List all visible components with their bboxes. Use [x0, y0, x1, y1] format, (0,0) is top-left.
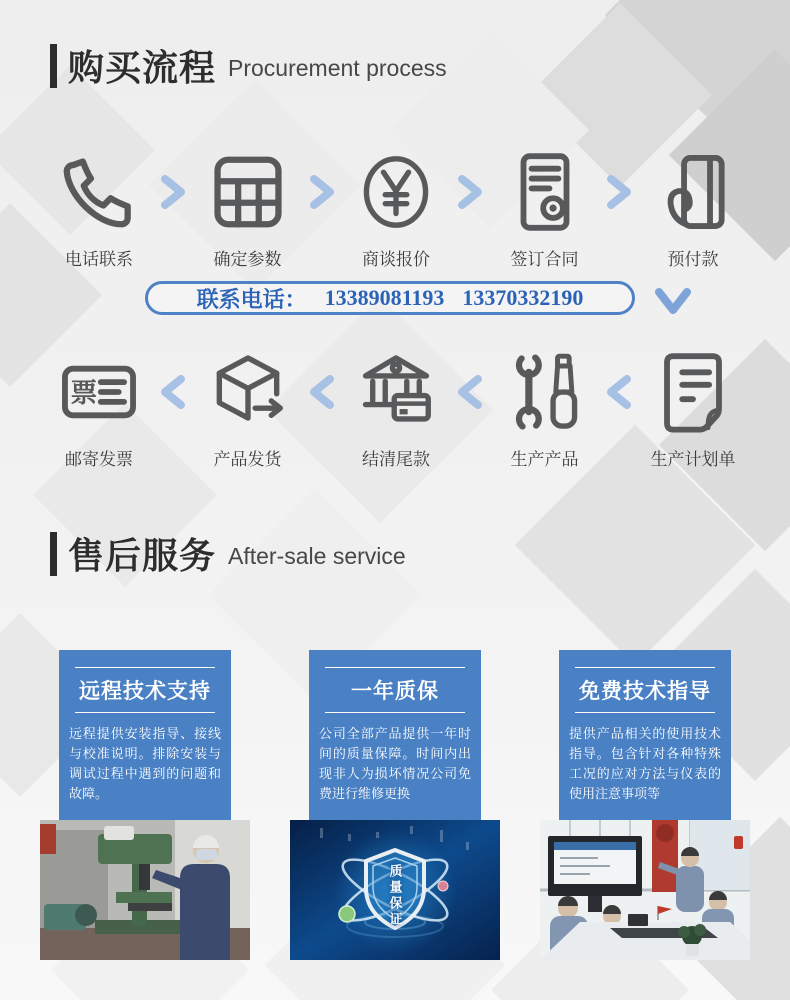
parameters-grid-icon: [205, 146, 291, 238]
invoice-icon: [56, 346, 142, 438]
contract-seal-icon: [502, 146, 588, 238]
process-row-1: [40, 146, 752, 270]
contact-phone-banner: [145, 281, 635, 315]
card-rule: [575, 712, 715, 713]
header-accent-bar: [50, 532, 57, 576]
step-advance-payment: [634, 146, 752, 270]
chevron-left-icon: [455, 346, 486, 438]
quality-shield-photo: [290, 820, 500, 960]
contact-phone-1: 13389081193: [324, 285, 445, 310]
yen-quote-icon: [353, 146, 439, 238]
step-label: 产品发货: [213, 450, 282, 469]
step-mail-invoice: [40, 346, 158, 470]
service-card: [309, 650, 481, 820]
chevron-down-icon: [654, 287, 692, 322]
service-card: [559, 650, 731, 820]
header-accent-bar: [50, 44, 57, 88]
step-label: 确定参数: [213, 250, 282, 269]
card-rule: [75, 712, 215, 713]
step-label: 电话联系: [65, 250, 133, 269]
chevron-left-icon: [158, 346, 189, 438]
step-label: 签订合同: [510, 250, 579, 269]
card-rule: [325, 712, 465, 713]
shield-text: 质量保证: [387, 864, 403, 928]
svg-text:票: 票: [70, 377, 98, 409]
procurement-title-cn: 购买流程: [68, 47, 217, 89]
card-title: 远程技术支持: [79, 678, 211, 703]
step-discuss-quotation: [337, 146, 455, 270]
procurement-header: [50, 40, 447, 91]
team-meeting-photo: [540, 820, 750, 960]
chevron-left-icon: [307, 346, 338, 438]
service-column-guidance: [540, 650, 750, 960]
card-rule: [575, 667, 715, 668]
phone-icon: [56, 146, 142, 238]
step-label: 结清尾款: [362, 450, 430, 469]
process-row-2: [40, 346, 752, 470]
step-product-shipment: [189, 346, 307, 470]
contact-label: 联系电话：: [196, 286, 307, 312]
step-label: 邮寄发票: [65, 450, 133, 469]
chevron-right-icon: [604, 146, 635, 238]
step-label: 预付款: [667, 250, 719, 269]
chevron-right-icon: [307, 146, 338, 238]
chevron-left-icon: [604, 346, 635, 438]
tools-icon: [502, 346, 588, 438]
step-sign-contract: [486, 146, 604, 270]
chevron-right-icon: [455, 146, 486, 238]
procurement-title-en: Procurement process: [228, 55, 447, 81]
chevron-right-icon: [158, 146, 189, 238]
service-cards-row: [40, 650, 750, 960]
bank-payment-icon: [353, 346, 439, 438]
contact-phone-2: 13370332190: [462, 285, 584, 310]
step-produce-product: [486, 346, 604, 470]
aftersale-header: [50, 528, 406, 579]
service-column-remote-support: [40, 650, 250, 960]
shipping-box-icon: [205, 346, 291, 438]
card-body: 远程提供安装指导、接线与校准说明。排除安装与调试过程中遇到的问题和故障。: [69, 726, 221, 802]
card-body: 提供产品相关的使用技术指导。包含针对各种特殊工况的应对方法与仪表的使用注意事项等: [569, 726, 721, 802]
step-settle-balance: [337, 346, 455, 470]
technician-drill-press-photo: [40, 820, 250, 960]
card-rule: [75, 667, 215, 668]
card-title: 一年质保: [351, 678, 439, 703]
step-label: 生产计划单: [650, 450, 736, 469]
card-title: 免费技术指导: [579, 678, 711, 703]
step-label: 生产产品: [510, 450, 579, 469]
plan-document-icon: [650, 346, 736, 438]
step-production-plan: [634, 346, 752, 470]
step-label: 商谈报价: [362, 250, 430, 269]
step-phone-contact: [40, 146, 158, 270]
aftersale-title-en: After-sale service: [228, 543, 406, 569]
card-body: 公司全部产品提供一年时间的质量保障。时间内出现非人为损坏情况公司免费进行维修更换: [319, 726, 471, 802]
service-column-warranty: [290, 650, 500, 960]
prepayment-card-icon: [650, 146, 736, 238]
service-card: [59, 650, 231, 820]
step-confirm-parameters: [189, 146, 307, 270]
aftersale-title-cn: 售后服务: [68, 535, 217, 577]
card-rule: [325, 667, 465, 668]
